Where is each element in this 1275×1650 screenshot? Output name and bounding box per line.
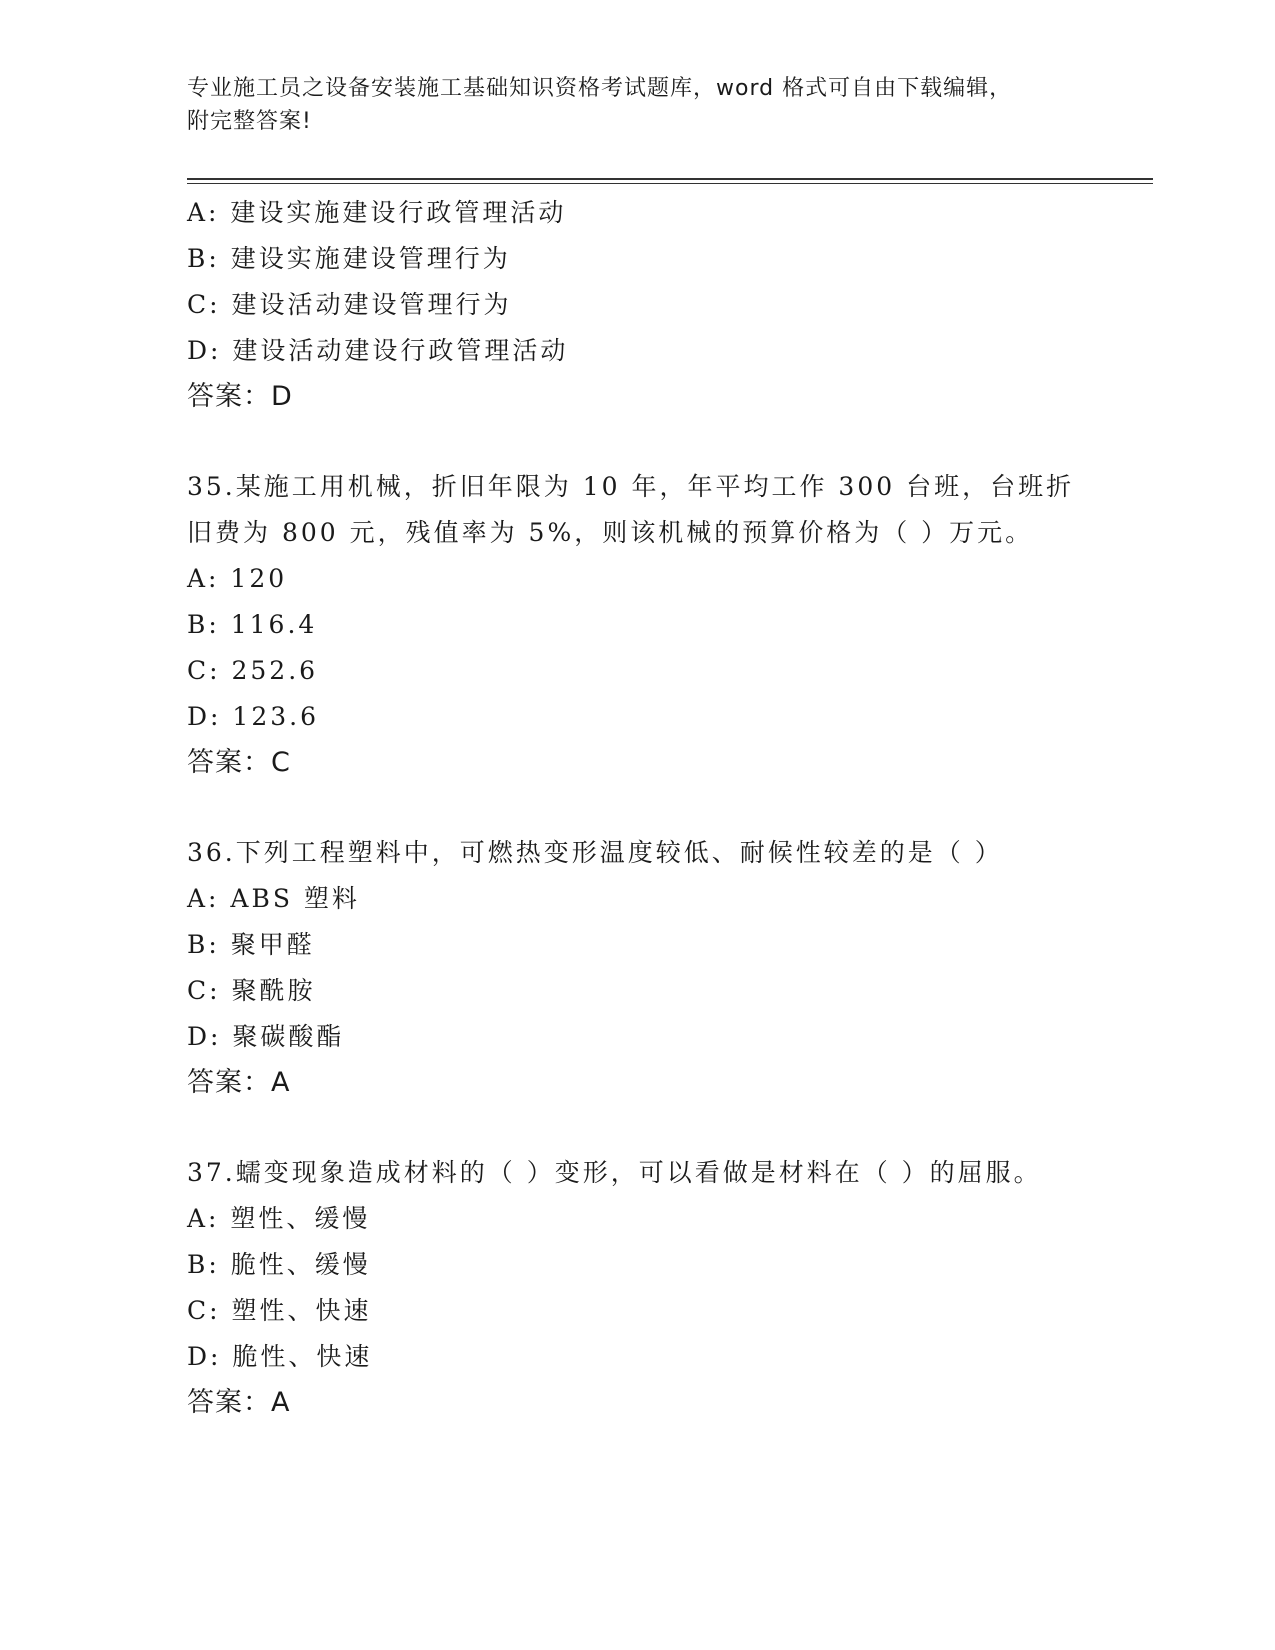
question-list bbox=[187, 190, 1153, 1426]
option-a: A: 塑性、缓慢 bbox=[187, 1204, 371, 1233]
question-stem: 35.某施工用机械，折旧年限为 10 年，年平均工作 300 台班，台班折 bbox=[187, 472, 1075, 501]
question-block bbox=[187, 830, 1153, 1106]
header-divider-bottom bbox=[187, 183, 1153, 184]
option-c: C: 塑性、快速 bbox=[187, 1296, 372, 1325]
question-stem: 37.蠕变现象造成材料的（ ）变形，可以看做是材料在（ ）的屈服。 bbox=[187, 1158, 1042, 1187]
option-a: A: 120 bbox=[187, 564, 288, 593]
option-a: A: ABS 塑料 bbox=[187, 884, 360, 913]
option-b: B: 建设实施建设管理行为 bbox=[187, 244, 511, 273]
option-c: C: 聚酰胺 bbox=[187, 976, 316, 1005]
answer-line: 答案：D bbox=[187, 381, 293, 412]
option-b: B: 聚甲醛 bbox=[187, 930, 315, 959]
answer-line: 答案：A bbox=[187, 1067, 291, 1098]
option-d: D: 聚碳酸酯 bbox=[187, 1022, 345, 1051]
option-d: D: 建设活动建设行政管理活动 bbox=[187, 336, 569, 365]
header-divider-top bbox=[187, 178, 1153, 180]
option-d: D: 脆性、快速 bbox=[187, 1342, 373, 1371]
option-b: B: 116.4 bbox=[187, 610, 318, 639]
question-block bbox=[187, 190, 1153, 420]
option-d: D: 123.6 bbox=[187, 702, 319, 731]
option-c: C: 建设活动建设管理行为 bbox=[187, 290, 512, 319]
option-b: B: 脆性、缓慢 bbox=[187, 1250, 371, 1279]
question-block bbox=[187, 464, 1153, 786]
question-stem: 36.下列工程塑料中，可燃热变形温度较低、耐候性较差的是（ ） bbox=[187, 838, 1003, 867]
question-stem: 旧费为 800 元，残值率为 5%，则该机械的预算价格为（ ）万元。 bbox=[187, 518, 1034, 547]
option-a: A: 建设实施建设行政管理活动 bbox=[187, 198, 567, 227]
header-line-1: 专业施工员之设备安装施工基础知识资格考试题库，word 格式可自由下载编辑， bbox=[187, 76, 1013, 101]
question-block bbox=[187, 1150, 1153, 1426]
answer-line: 答案：A bbox=[187, 1387, 291, 1418]
header-line-2: 附完整答案! bbox=[187, 109, 312, 134]
answer-line: 答案：C bbox=[187, 747, 291, 778]
document-header bbox=[187, 72, 1067, 138]
option-c: C: 252.6 bbox=[187, 656, 319, 685]
